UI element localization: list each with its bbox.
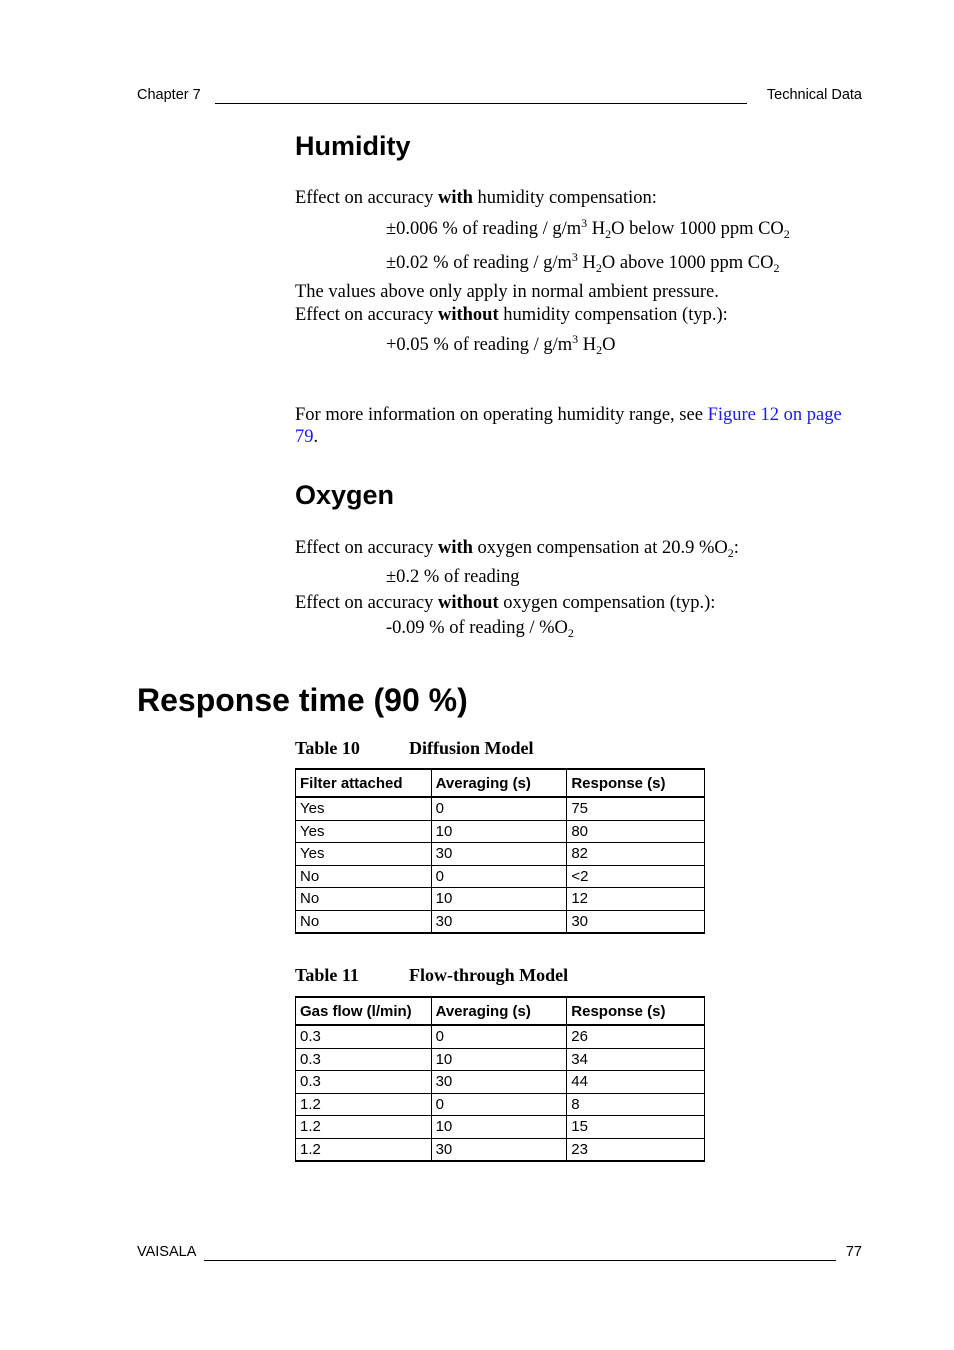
table-cell: 0: [431, 865, 567, 888]
header-response: Response (s): [567, 769, 705, 797]
humidity-more-info-cont: 79.: [295, 427, 319, 447]
table-cell: 1.2: [296, 1138, 432, 1161]
header-chapter: Chapter 7: [137, 87, 201, 103]
table-cell: No: [296, 910, 432, 933]
oxygen-with-intro: Effect on accuracy with oxygen compensation at 20.9 $\%O_2$:: [295, 538, 739, 560]
header-rule: [215, 103, 747, 104]
table-cell: 1.2: [296, 1093, 432, 1116]
table-row: [296, 843, 705, 866]
table-cell: 75: [567, 797, 705, 820]
table-cell: 30: [431, 1071, 567, 1094]
table-row: [296, 865, 705, 888]
table-header-row: [296, 997, 705, 1025]
table-cell: 8: [567, 1093, 705, 1116]
header-filter-attached: Filter attached: [296, 769, 432, 797]
flow-through-model-table: [295, 996, 705, 1162]
humidity-spec-without: +0.05 % of reading / $g/m^3$ $H_2O$: [386, 332, 616, 357]
table-cell: 15: [567, 1116, 705, 1139]
oxygen-without-intro: Effect on accuracy without oxygen compensation (typ.):: [295, 593, 716, 613]
table-cell: 1.2: [296, 1116, 432, 1139]
table-cell: 30: [431, 1138, 567, 1161]
table-row: [296, 820, 705, 843]
table-11-caption: Table 11 Flow-through Model: [295, 965, 569, 985]
figure-12-link[interactable]: Figure 12 on page: [707, 405, 842, 425]
table-10-caption: Table 10 Diffusion Model: [295, 738, 534, 758]
table-cell: 30: [567, 910, 705, 933]
humidity-heading: Humidity: [295, 131, 411, 161]
table-cell: Yes: [296, 797, 432, 820]
page-79-link[interactable]: 79: [295, 427, 314, 447]
table-cell: 12: [567, 888, 705, 911]
table-cell: Yes: [296, 843, 432, 866]
humidity-pressure-note: The values above only apply in normal ambient pressure.: [295, 282, 719, 302]
humidity-spec-above-1000: ±0.02 % of reading / $g/m^3$ $H_2O$ above 1000 ppm $CO_2$: [386, 250, 780, 275]
header-averaging: Averaging (s): [431, 769, 567, 797]
table-row: [296, 888, 705, 911]
oxygen-spec-without: -0.09 % of reading / $\%O_2$: [386, 618, 574, 640]
table-cell: 10: [431, 820, 567, 843]
humidity-without-intro: Effect on accuracy without humidity compensation (typ.):: [295, 305, 728, 325]
table-cell: 30: [431, 843, 567, 866]
table-cell: 10: [431, 1048, 567, 1071]
table-cell: 0.3: [296, 1025, 432, 1048]
table-row: [296, 1093, 705, 1116]
table-row: [296, 910, 705, 933]
footer-rule: [204, 1260, 836, 1261]
table-cell: 0: [431, 797, 567, 820]
table-row: [296, 1138, 705, 1161]
table-cell: No: [296, 865, 432, 888]
response-time-heading: Response time (90 %): [137, 682, 468, 718]
table-cell: 23: [567, 1138, 705, 1161]
table-cell: 10: [431, 888, 567, 911]
table-cell: 0.3: [296, 1048, 432, 1071]
table-row: [296, 797, 705, 820]
table-row: [296, 1116, 705, 1139]
table-cell: 26: [567, 1025, 705, 1048]
header-averaging: Averaging (s): [431, 997, 567, 1025]
table-cell: Yes: [296, 820, 432, 843]
humidity-more-info: For more information on operating humidity range, see Figure 12 on page: [295, 405, 842, 425]
table-cell: 82: [567, 843, 705, 866]
oxygen-heading: Oxygen: [295, 480, 395, 510]
oxygen-spec-with: ±0.2 % of reading: [386, 567, 520, 587]
header-section: Technical Data: [766, 87, 862, 103]
table-cell: 30: [431, 910, 567, 933]
table-cell: 80: [567, 820, 705, 843]
table-cell: 0.3: [296, 1071, 432, 1094]
table-cell: <2: [567, 865, 705, 888]
humidity-spec-below-1000: ±0.006 % of reading / $g/m^3$ $H_2O$ below 1000 ppm $CO_2$: [386, 216, 790, 241]
diffusion-model-table: [295, 768, 705, 934]
humidity-with-intro: Effect on accuracy with humidity compensation:: [295, 188, 657, 208]
table-cell: 0: [431, 1093, 567, 1116]
table-cell: 44: [567, 1071, 705, 1094]
table-cell: No: [296, 888, 432, 911]
header-gas-flow: Gas flow (l/min): [296, 997, 432, 1025]
table-cell: 0: [431, 1025, 567, 1048]
footer-company: VAISALA: [137, 1244, 197, 1260]
page-number: 77: [845, 1244, 862, 1260]
table-header-row: [296, 769, 705, 797]
table-row: [296, 1071, 705, 1094]
table-row: [296, 1025, 705, 1048]
table-row: [296, 1048, 705, 1071]
header-response: Response (s): [567, 997, 705, 1025]
table-cell: 10: [431, 1116, 567, 1139]
table-cell: 34: [567, 1048, 705, 1071]
